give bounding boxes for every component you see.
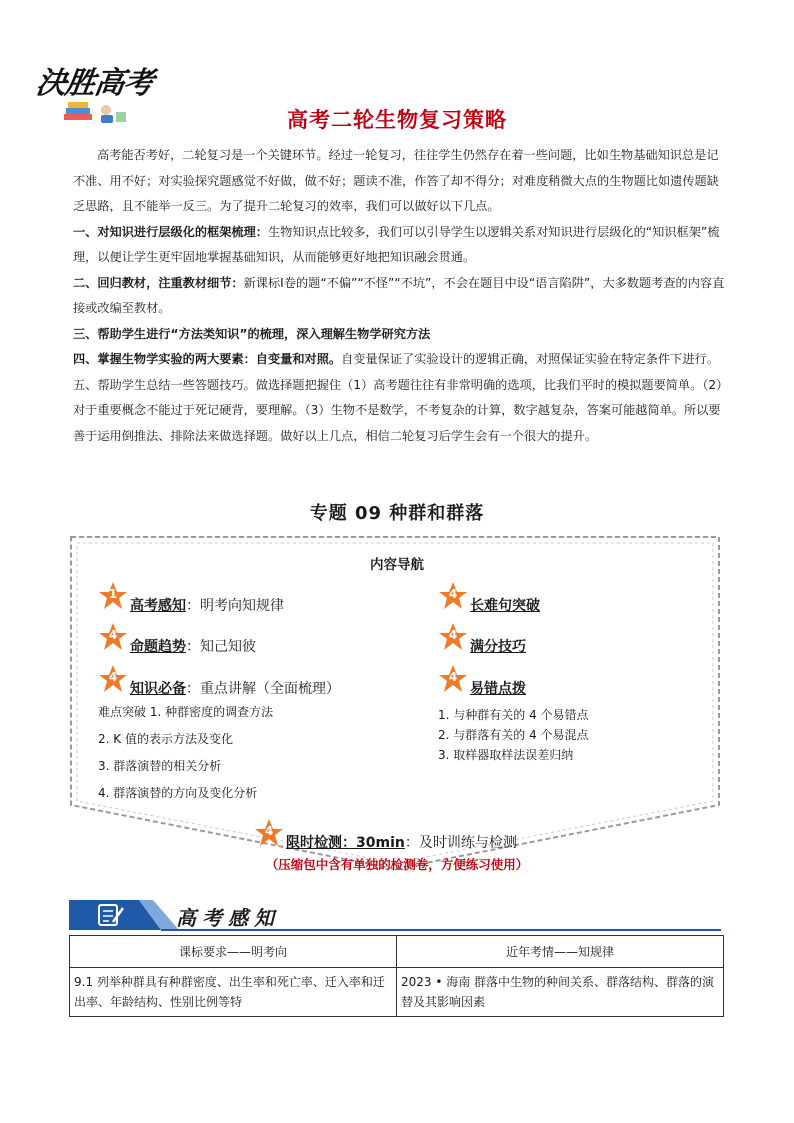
knowledge-subitem[interactable]: 2. K 值的表示方法及变化 — [98, 732, 233, 746]
section-title: 专题 09 种群和群落 — [309, 503, 485, 524]
banner-title: 高考感知 — [176, 906, 280, 930]
star-badge — [438, 664, 468, 694]
table-header-cell: 课标要求——明考向 — [70, 936, 397, 968]
intro-point-4 — [73, 347, 725, 373]
nav-item-long-sentence[interactable] — [470, 595, 540, 615]
intro-lead: 高考能否考好，二轮复习是一个关键环节。经过一轮复习，往往学生仍然存在着一些问题，比如生物基础知识总是记不准、用不好；对实验探究题感觉不好做，做不好；题读不准，作答了却不得分；对难度稍微大点的生物题比如遗传题缺乏思路，且不能举一反三。为了提升二轮复习的效率，我们可以做好以下几点。 — [73, 148, 719, 213]
badge-number: 4 — [264, 824, 274, 838]
star-badge — [98, 664, 128, 694]
nav-item-desc: ：重点讲解（全面梳理） — [186, 681, 340, 697]
point-1-body: 生物知识点比较多，我们可以引导学生以逻辑关系对知识进行层级化的“知识框架”梳理，以便让学生更牢固地掌握基础知识，从而能够更好地把知识融会贯通。 — [73, 224, 720, 264]
table-header-cell: 近年考情——知规律 — [397, 936, 724, 968]
errors-subitem[interactable]: 1. 与种群有关的 4 个易错点 — [438, 708, 589, 722]
nav-item-desc: ：知己知彼 — [186, 639, 256, 655]
nav-item-desc: ：及时训练与检测 — [404, 835, 517, 851]
star-badge — [438, 622, 468, 652]
brand-logo-text: 決胜高考 — [34, 66, 155, 101]
point-4-heading: 四、掌握生物学实验的两大要素：自变量和对照。 — [73, 352, 342, 366]
nav-item-knowledge[interactable] — [130, 678, 340, 698]
nav-item-desc: ：明考向知规律 — [186, 598, 284, 614]
star-badge — [438, 581, 468, 611]
table-row — [70, 968, 724, 1017]
nav-item-key: 易错点拨 — [470, 681, 526, 697]
nav-item-errors[interactable] — [470, 678, 526, 698]
errors-subitem[interactable]: 2. 与群落有关的 4 个易混点 — [438, 728, 589, 742]
nav-item-key: 限时检测：30min — [286, 835, 405, 851]
nav-item-key: 高考感知 — [130, 598, 186, 614]
nav-item-trend[interactable] — [130, 636, 256, 656]
point-4-body: 自变量保证了实验设计的逻辑正确，对照保证实验在特定条件下进行。 — [341, 352, 719, 366]
intro-point-5: 五、帮助学生总结一些答题技巧。做选择题把握住（1）高考题往往有非常明确的选项，比我们平时的模拟题要简单。（2）对于重要概念不能过于死记硬背，要理解。（3）生物不是数学，不考复杂的计算，数字越复杂，答案可能越简单。所以要善于运用倒推法、排除法来做选择题。做好以上几点，相信二轮复习后学生会有一个很大的提升。 — [73, 377, 723, 443]
star-badge — [98, 622, 128, 652]
intro-point-2 — [73, 271, 725, 322]
nav-item-test[interactable] — [286, 832, 517, 852]
knowledge-subitem[interactable]: 3. 群落演替的相关分析 — [98, 759, 222, 773]
point-1-heading: 一、对知识进行层级化的框架梳理： — [73, 224, 268, 239]
intro-text — [73, 143, 725, 449]
nav-item-key: 知识必备 — [130, 681, 186, 697]
intro-point-3: 三、帮助学生进行“方法类知识”的梳理，深入理解生物学研究方法 — [73, 326, 431, 341]
star-badge — [98, 581, 128, 611]
page-title: 高考二轮生物复习策略 — [287, 108, 507, 132]
nav-item-key: 命题趋势 — [130, 639, 186, 655]
table-cell: 9.1 列举种群具有种群密度、出生率和死亡率、迁入率和迁出率、年龄结构、性别比例等特 — [70, 968, 397, 1017]
nav-item-skills[interactable] — [470, 636, 526, 656]
test-note: （压缩包中含有单独的检测卷，方便练习使用） — [265, 857, 529, 872]
section-banner — [69, 896, 721, 934]
requirements-table — [69, 935, 724, 1017]
star-badge — [254, 818, 284, 848]
intro-point-1 — [73, 220, 725, 271]
point-2-body: 新课标Ⅰ卷的题“不偏”“不怪”“不坑”，不会在题目中设“语言陷阱”，大多数题考查的内容直接或改编至教材。 — [73, 275, 725, 315]
errors-subitem[interactable]: 3. 取样器取样法误差归纳 — [438, 748, 574, 762]
nav-item-gaokao[interactable] — [130, 595, 284, 615]
knowledge-subitem[interactable]: 难点突破 1. 种群密度的调查方法 — [98, 705, 274, 719]
nav-title: 内容导航 — [370, 557, 424, 573]
badge-number: 4 — [448, 670, 458, 684]
table-header-row — [70, 936, 724, 968]
badge-number: 1 — [108, 587, 118, 601]
badge-number: 4 — [448, 587, 458, 601]
knowledge-subitem[interactable]: 4. 群落演替的方向及变化分析 — [98, 786, 258, 800]
nav-item-key: 长难句突破 — [470, 598, 540, 614]
badge-number: 4 — [108, 670, 118, 684]
badge-number: 4 — [108, 628, 118, 642]
point-2-heading: 二、回归教材，注重教材细节： — [73, 275, 244, 290]
table-cell: 2023 • 海南 群落中生物的种间关系、群落结构、群落的演替及其影响因素 — [397, 968, 724, 1017]
nav-item-key: 满分技巧 — [470, 639, 526, 655]
badge-number: 4 — [448, 628, 458, 642]
